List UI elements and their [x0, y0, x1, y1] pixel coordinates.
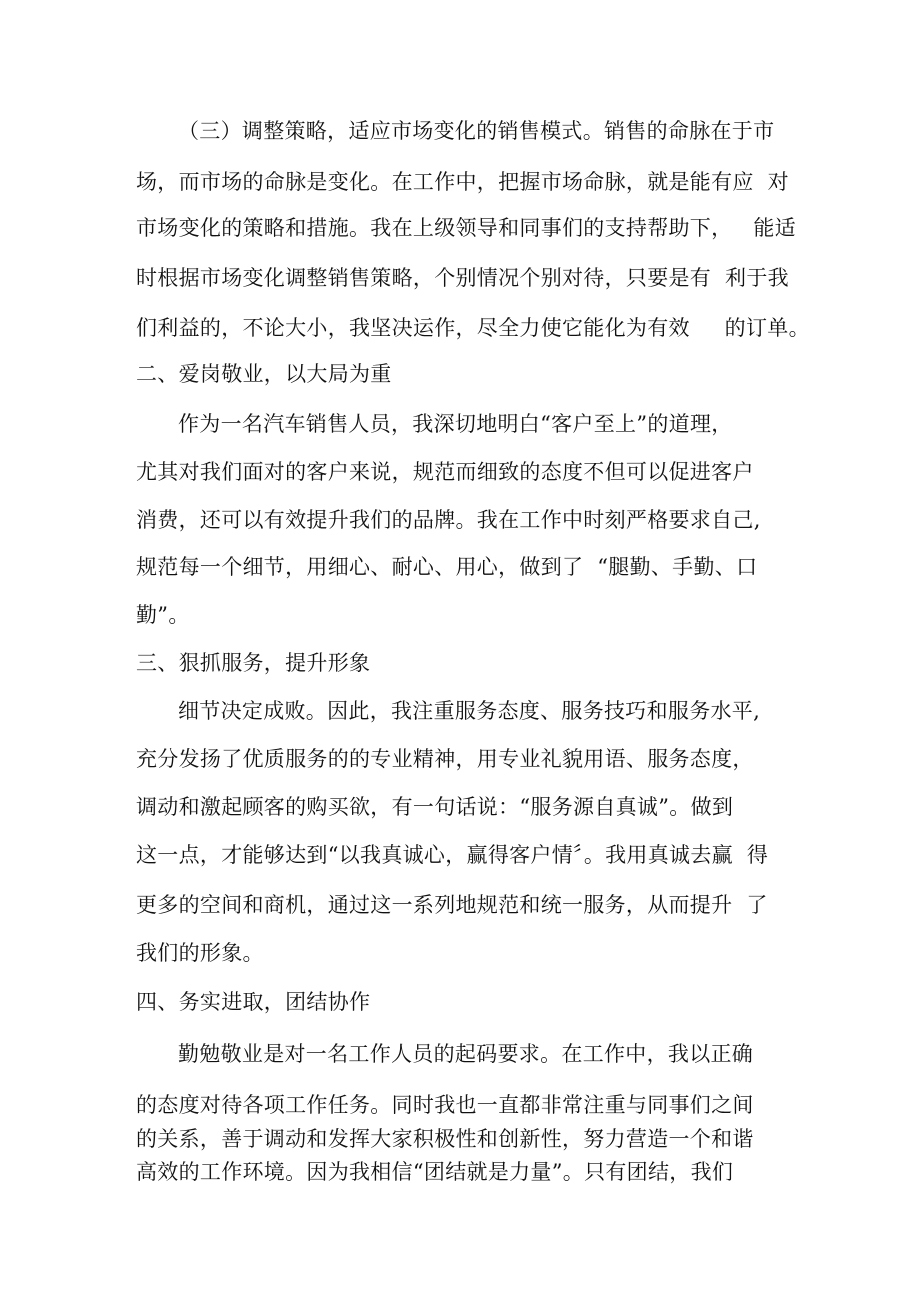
- paragraph-line: 细节决定成败。因此，我注重服务态度、服务技巧和服务水平,: [178, 699, 761, 723]
- paragraph-line: 高效的工作环境。因为我相信“团结就是力量”。只有团结，我们: [136, 1160, 734, 1184]
- paragraph-line: 更多的空间和商机，通过这一系列地规范和统一服务，从而提升 了: [136, 893, 768, 917]
- paragraph-line: 勤”。: [136, 603, 190, 627]
- paragraph-line: 的态度对待各项工作任务。同时我也一直都非常注重与同事们之间: [136, 1093, 754, 1117]
- paragraph-line: 场，而市场的命脉是变化。在工作中，把握市场命脉，就是能有应 对: [136, 170, 789, 194]
- paragraph-line: 的关系，善于调动和发挥大家积极性和创新性，努力营造一个和谐: [136, 1127, 754, 1151]
- paragraph-line: 市场变化的策略和措施。我在上级领导和同事们的支持帮助下， 能适: [136, 216, 796, 240]
- paragraph-line: 调动和激起顾客的购买欲，有一句话说：“服务源自真诚”。做到: [136, 795, 734, 819]
- paragraph-line: 作为一名汽车销售人员，我深切地明白“客户至上”的道理，: [178, 412, 733, 436]
- paragraph-line: 充分发扬了优质服务的的专业精神，用专业礼貌用语、服务态度，: [136, 747, 754, 771]
- paragraph-line: （三）调整策略，适应市场变化的销售模式。销售的命脉在于市: [178, 119, 775, 143]
- paragraph-line: 勤勉敬业是对一名工作人员的起码要求。在工作中，我以正确: [178, 1042, 754, 1066]
- paragraph-line: 我们的形象。: [136, 941, 264, 965]
- paragraph-line: 时根据市场变化调整销售策略，个别情况个别对待，只要是有 利于我: [136, 266, 789, 290]
- paragraph-line: 规范每一个细节，用细心、耐心、用心，做到了 “腿勤、手勤、口: [136, 555, 758, 579]
- paragraph-line: 们利益的，不论大小，我坚决运作，尽全力使它能化为有效 的订单。: [136, 316, 810, 340]
- section-heading: 四、务实进取，团结协作: [136, 990, 371, 1014]
- section-heading: 二、爱岗敬业，以大局为重: [136, 362, 392, 386]
- paragraph-line: 消费，还可以有效提升我们的品牌。我在工作中时刻严格要求自己,: [136, 508, 761, 532]
- section-heading: 三、狠抓服务，提升形象: [136, 651, 371, 675]
- paragraph-line: 这一点，才能够达到“以我真诚心，赢得客户情〞。我用真诚去赢 得: [136, 843, 769, 867]
- paragraph-line: 尤其对我们面对的客户来说，规范而细致的态度不但可以促进客户: [136, 460, 754, 484]
